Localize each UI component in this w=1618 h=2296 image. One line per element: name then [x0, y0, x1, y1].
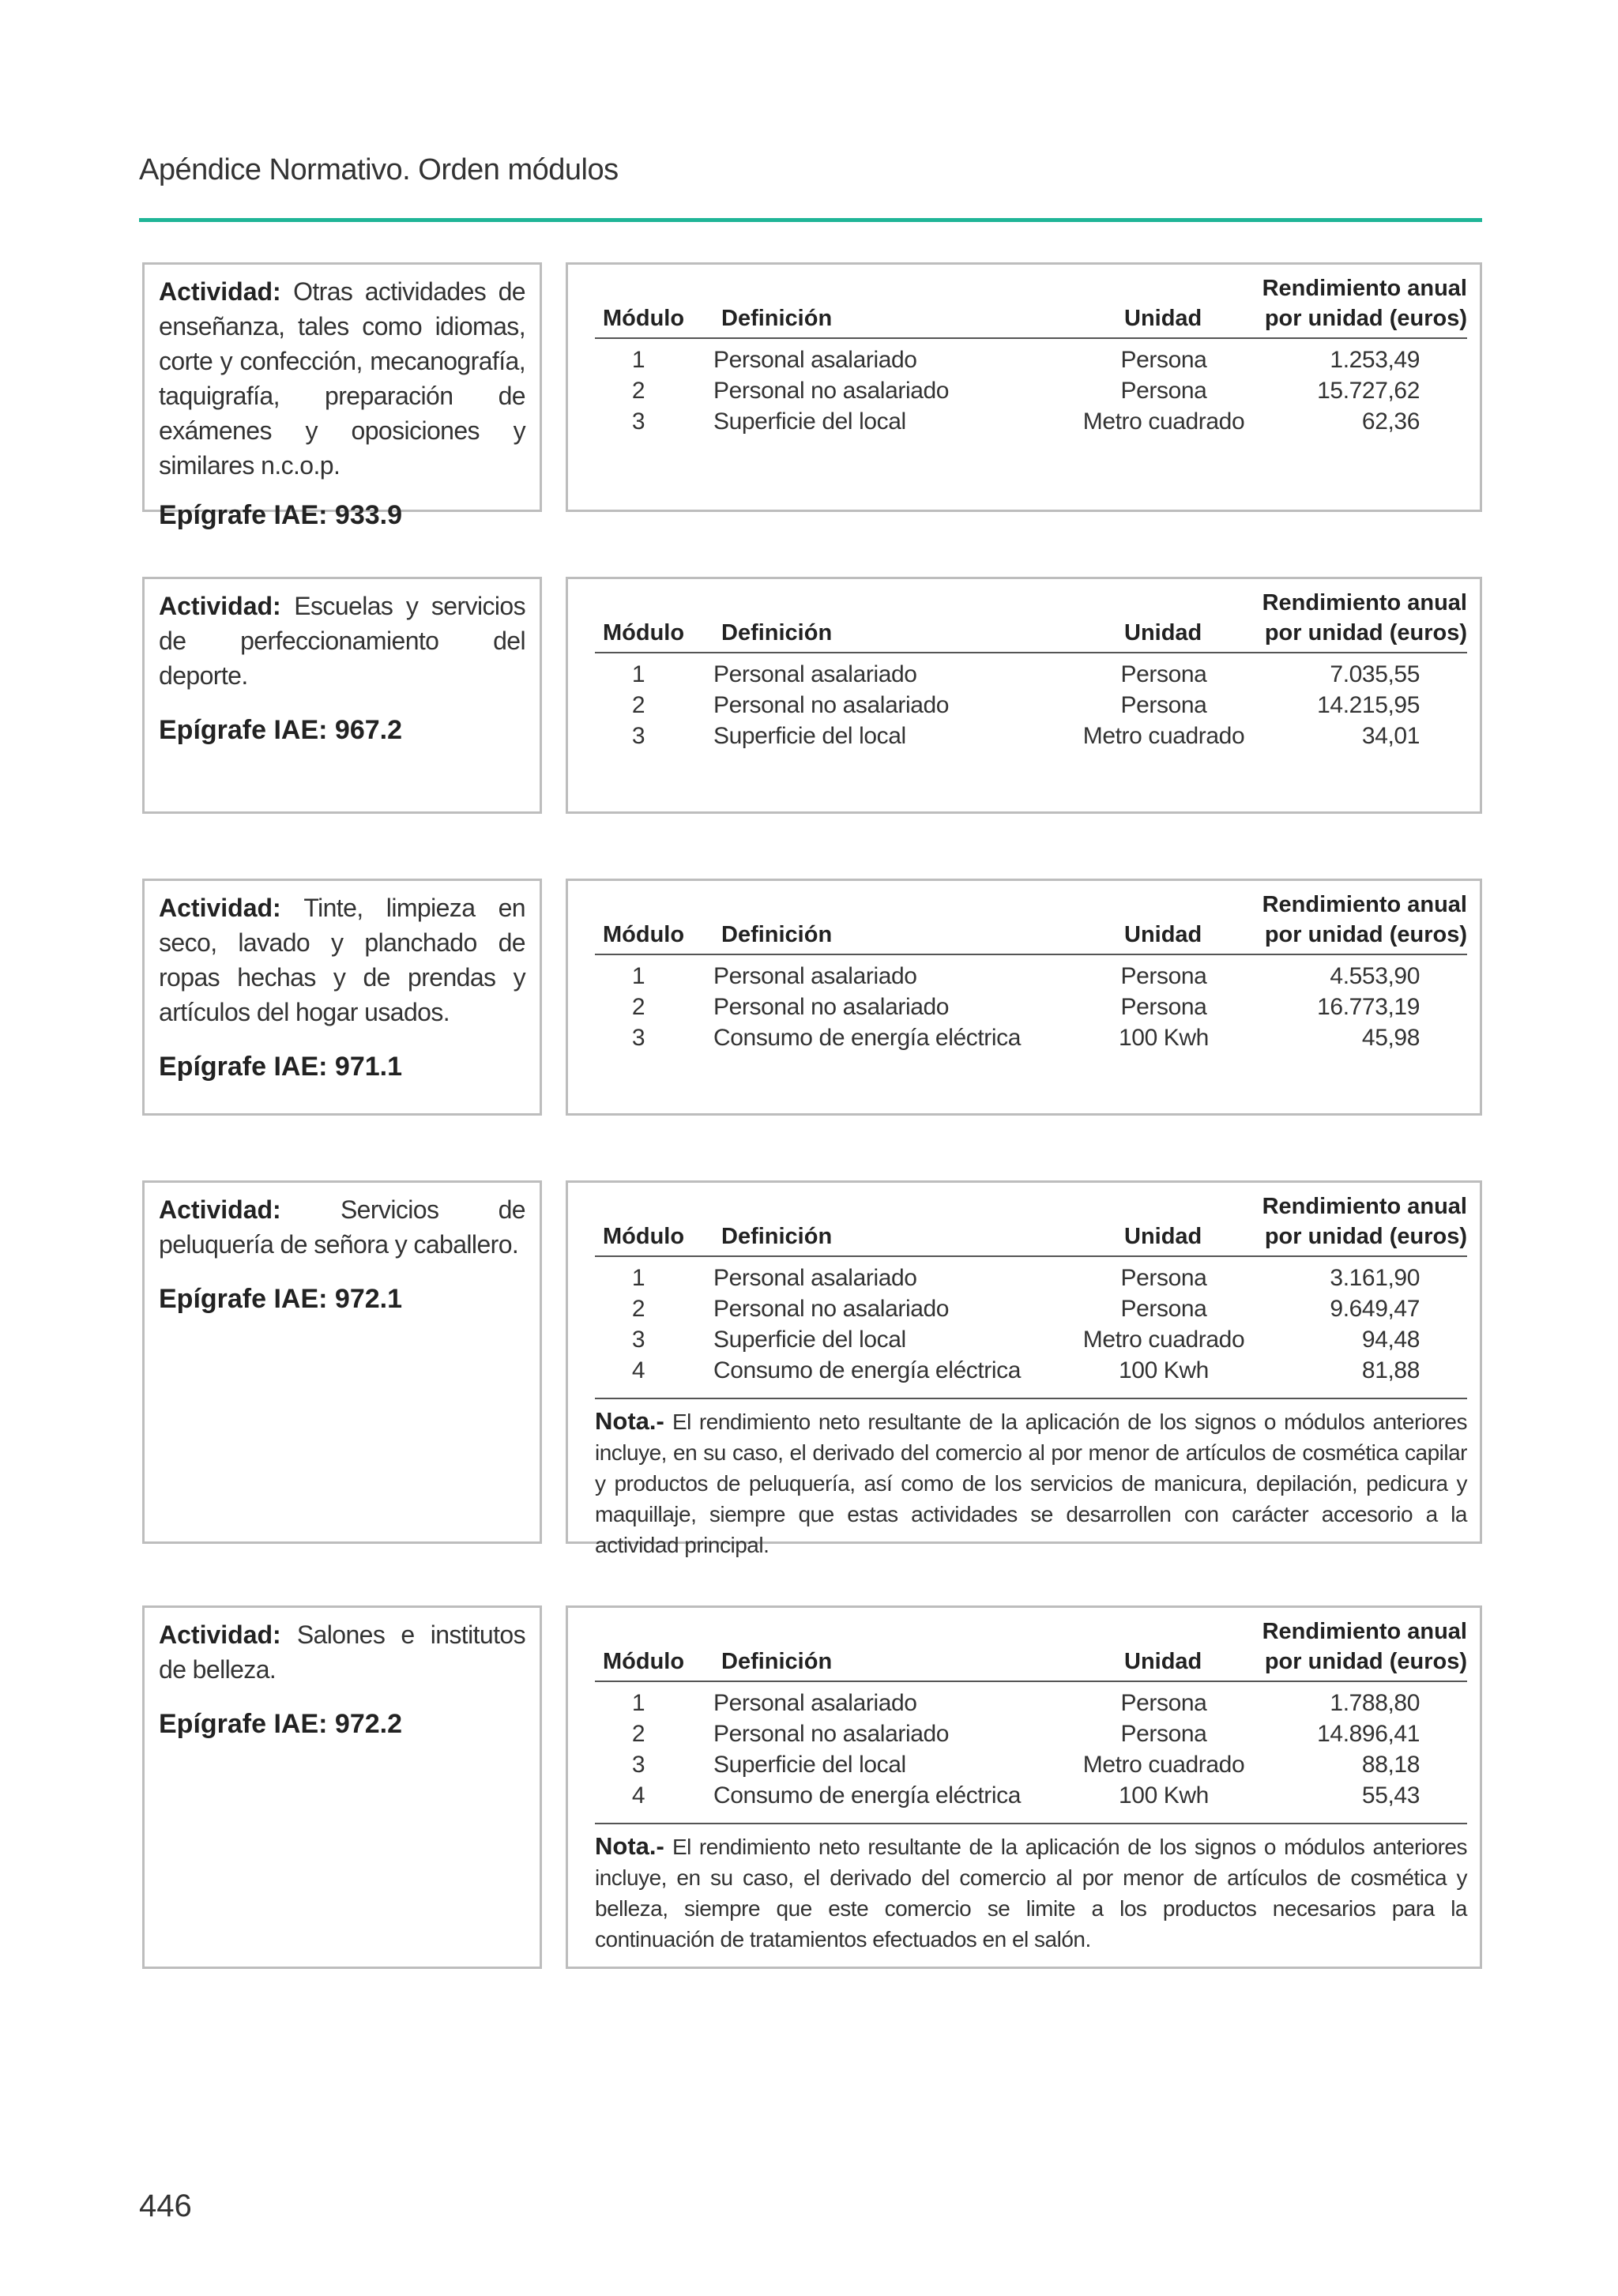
table-row: [595, 378, 1467, 408]
table-row: [595, 1327, 1467, 1357]
cell-unidad: Metro cuadrado: [1082, 1752, 1245, 1778]
note-label: Nota.-: [595, 1832, 664, 1860]
header-divider: [595, 954, 1467, 955]
cell-unidad: Persona: [1120, 1265, 1207, 1291]
cell-modulo: 3: [631, 408, 645, 435]
header-divider: [595, 652, 1467, 653]
cell-unidad: Persona: [1120, 692, 1207, 718]
cell-modulo: 3: [631, 1327, 645, 1353]
cell-definicion: Personal asalariado: [713, 661, 917, 687]
header-unidad: Unidad: [1124, 1649, 1202, 1674]
header-rendimiento-line1: Rendimiento anual: [1262, 590, 1467, 615]
header-modulo: Módulo: [603, 620, 685, 646]
cell-definicion: Personal asalariado: [713, 963, 917, 989]
activity-box: [142, 1605, 542, 1969]
cell-definicion: Personal no asalariado: [713, 378, 950, 404]
cell-modulo: 1: [631, 1690, 645, 1716]
header-divider: [595, 1681, 1467, 1682]
cell-modulo: 2: [631, 1721, 645, 1747]
cell-unidad: Persona: [1120, 994, 1207, 1020]
epigrafe-label: Epígrafe IAE: 972.2: [159, 1709, 403, 1739]
cell-rendimiento: 15.727,62: [1317, 378, 1420, 404]
header-divider: [595, 337, 1467, 339]
cell-modulo: 1: [631, 1265, 645, 1291]
cell-rendimiento: 4.553,90: [1330, 963, 1420, 989]
note-body: El rendimiento neto resultante de la aplicación de los signos o módulos anteriores incluye, en su caso, el derivado del comercio al por menor de artículos de cosmética y belleza, siempre que este comercio se limite a los productos necesarios para la continuación de tratamientos efectuados en el salón.: [595, 1835, 1468, 1952]
table-row: [595, 1357, 1467, 1388]
cell-rendimiento: 62,36: [1361, 408, 1420, 435]
cell-rendimiento: 14.215,95: [1317, 692, 1420, 718]
epigrafe-label: Epígrafe IAE: 971.1: [159, 1052, 403, 1082]
header-modulo: Módulo: [603, 306, 685, 331]
header-rendimiento-line2: por unidad (euros): [1264, 1224, 1467, 1249]
cell-definicion: Superficie del local: [713, 1752, 906, 1778]
header-unidad: Unidad: [1124, 1224, 1202, 1249]
cell-modulo: 3: [631, 723, 645, 749]
cell-definicion: Superficie del local: [713, 1327, 906, 1353]
page-number: 446: [139, 2189, 192, 2223]
cell-definicion: Consumo de energía eléctrica: [713, 1025, 1022, 1051]
cell-rendimiento: 16.773,19: [1317, 994, 1420, 1020]
note-divider: [595, 1398, 1467, 1399]
header-rendimiento-line2: por unidad (euros): [1264, 1649, 1467, 1674]
table-row: [595, 723, 1467, 754]
cell-unidad: 100 Kwh: [1119, 1357, 1209, 1383]
cell-definicion: Personal no asalariado: [713, 1296, 950, 1322]
activity-description: [159, 1617, 525, 1687]
cell-definicion: Personal asalariado: [713, 1265, 917, 1291]
activity-box: [142, 577, 542, 814]
table-row: [595, 347, 1467, 378]
header-unidad: Unidad: [1124, 620, 1202, 646]
activity-description: [159, 589, 525, 693]
activity-text: Escuelas y servicios de perfeccionamiento del deporte.: [159, 592, 525, 690]
cell-unidad: Metro cuadrado: [1082, 408, 1245, 435]
header-unidad: Unidad: [1124, 922, 1202, 947]
note-text: [595, 1831, 1467, 1955]
cell-rendimiento: 45,98: [1361, 1025, 1420, 1051]
cell-unidad: Persona: [1120, 1296, 1207, 1322]
cell-modulo: 1: [631, 963, 645, 989]
cell-definicion: Personal asalariado: [713, 1690, 917, 1716]
header-definicion: Definición: [721, 922, 833, 947]
epigrafe-label: Epígrafe IAE: 933.9: [159, 500, 403, 530]
cell-definicion: Consumo de energía eléctrica: [713, 1782, 1022, 1809]
header-divider: [139, 218, 1482, 222]
cell-modulo: 2: [631, 692, 645, 718]
cell-definicion: Superficie del local: [713, 723, 906, 749]
cell-unidad: Persona: [1120, 963, 1207, 989]
activity-label: Actividad:: [159, 1195, 281, 1224]
activity-label: Actividad:: [159, 1620, 281, 1649]
cell-definicion: Consumo de energía eléctrica: [713, 1357, 1022, 1383]
header-rendimiento-line1: Rendimiento anual: [1262, 1194, 1467, 1219]
header-divider: [595, 1255, 1467, 1257]
header-definicion: Definición: [721, 306, 833, 331]
cell-rendimiento: 81,88: [1361, 1357, 1420, 1383]
header-definicion: Definición: [721, 1649, 833, 1674]
cell-modulo: 2: [631, 378, 645, 404]
activity-label: Actividad:: [159, 894, 281, 922]
cell-unidad: Metro cuadrado: [1082, 1327, 1245, 1353]
cell-unidad: Persona: [1120, 661, 1207, 687]
table-row: [595, 1752, 1467, 1782]
cell-definicion: Superficie del local: [713, 408, 906, 435]
activity-box: [142, 1180, 542, 1544]
table-row: [595, 1025, 1467, 1056]
table-row: [595, 1782, 1467, 1813]
cell-modulo: 1: [631, 347, 645, 373]
cell-unidad: 100 Kwh: [1119, 1782, 1209, 1809]
cell-rendimiento: 55,43: [1361, 1782, 1420, 1809]
table-row: [595, 1265, 1467, 1296]
cell-modulo: 2: [631, 1296, 645, 1322]
cell-rendimiento: 34,01: [1361, 723, 1420, 749]
modules-table-box: [566, 879, 1482, 1116]
modules-table-box: [566, 577, 1482, 814]
cell-unidad: Persona: [1120, 378, 1207, 404]
header-modulo: Módulo: [603, 1649, 685, 1674]
page-header-title: Apéndice Normativo. Orden módulos: [139, 153, 619, 186]
table-row: [595, 408, 1467, 439]
cell-rendimiento: 1.788,80: [1330, 1690, 1420, 1716]
table-row: [595, 1721, 1467, 1752]
activity-box: [142, 262, 542, 530]
activity-text: Servicios de peluquería de señora y caballero.: [159, 1195, 525, 1259]
header-definicion: Definición: [721, 620, 833, 646]
activity-label: Actividad:: [159, 277, 281, 306]
header-modulo: Módulo: [603, 922, 685, 947]
cell-rendimiento: 1.253,49: [1330, 347, 1420, 373]
cell-unidad: Persona: [1120, 1690, 1207, 1716]
header-unidad: Unidad: [1124, 306, 1202, 331]
activity-text: Otras actividades de enseñanza, tales como idiomas, corte y confección, mecanografía, taquigrafía, preparación de exámenes y oposiciones y similares n.c.o.p.: [159, 277, 525, 480]
header-definicion: Definición: [721, 1224, 833, 1249]
cell-definicion: Personal no asalariado: [713, 1721, 950, 1747]
header-rendimiento-line2: por unidad (euros): [1264, 306, 1467, 331]
cell-rendimiento: 9.649,47: [1330, 1296, 1420, 1322]
modules-table-box: [566, 1605, 1482, 1969]
header-rendimiento-line2: por unidad (euros): [1264, 620, 1467, 646]
header-rendimiento-line1: Rendimiento anual: [1262, 276, 1467, 301]
cell-rendimiento: 3.161,90: [1330, 1265, 1420, 1291]
cell-modulo: 3: [631, 1752, 645, 1778]
cell-unidad: Persona: [1120, 347, 1207, 373]
cell-rendimiento: 94,48: [1361, 1327, 1420, 1353]
cell-rendimiento: 14.896,41: [1317, 1721, 1420, 1747]
cell-modulo: 2: [631, 994, 645, 1020]
cell-definicion: Personal asalariado: [713, 347, 917, 373]
header-rendimiento-line2: por unidad (euros): [1264, 922, 1467, 947]
table-row: [595, 692, 1467, 723]
cell-rendimiento: 7.035,55: [1330, 661, 1420, 687]
cell-modulo: 1: [631, 661, 645, 687]
modules-table-box: [566, 1180, 1482, 1557]
cell-modulo: 3: [631, 1025, 645, 1051]
activity-box: [142, 879, 542, 1116]
activity-description: [159, 274, 525, 483]
table-row: [595, 1296, 1467, 1327]
cell-unidad: Persona: [1120, 1721, 1207, 1747]
epigrafe-label: Epígrafe IAE: 967.2: [159, 715, 403, 745]
activity-text: Tinte, limpieza en seco, lavado y planchado de ropas hechas y de prendas y artículos del hogar usados.: [159, 894, 526, 1026]
note-divider: [595, 1823, 1467, 1824]
header-modulo: Módulo: [603, 1224, 685, 1249]
cell-modulo: 4: [631, 1782, 645, 1809]
note-text: [595, 1406, 1467, 1560]
activity-label: Actividad:: [159, 592, 281, 620]
note-label: Nota.-: [595, 1407, 664, 1435]
note-body: El rendimiento neto resultante de la aplicación de los signos o módulos anteriores incluye, en su caso, el derivado del comercio al por menor de artículos de cosmética capilar y productos de peluquería, así como de los servicios de manicura, depilación, pedicura y maquillaje, siempre que estas actividades se desarrollen con carácter accesorio a la actividad principal.: [595, 1410, 1468, 1557]
activity-description: [159, 890, 525, 1029]
epigrafe-label: Epígrafe IAE: 972.1: [159, 1284, 403, 1314]
header-rendimiento-line1: Rendimiento anual: [1262, 892, 1467, 917]
cell-rendimiento: 88,18: [1361, 1752, 1420, 1778]
table-row: [595, 661, 1467, 692]
cell-unidad: Metro cuadrado: [1082, 723, 1245, 749]
cell-definicion: Personal no asalariado: [713, 692, 950, 718]
header-rendimiento-line1: Rendimiento anual: [1262, 1619, 1467, 1644]
cell-modulo: 4: [631, 1357, 645, 1383]
cell-unidad: 100 Kwh: [1119, 1025, 1209, 1051]
cell-definicion: Personal no asalariado: [713, 994, 950, 1020]
modules-table-box: [566, 262, 1482, 512]
activity-text: Salones e institutos de belleza.: [159, 1620, 525, 1684]
activity-description: [159, 1192, 525, 1262]
table-row: [595, 1690, 1467, 1721]
table-row: [595, 963, 1467, 994]
table-row: [595, 994, 1467, 1025]
